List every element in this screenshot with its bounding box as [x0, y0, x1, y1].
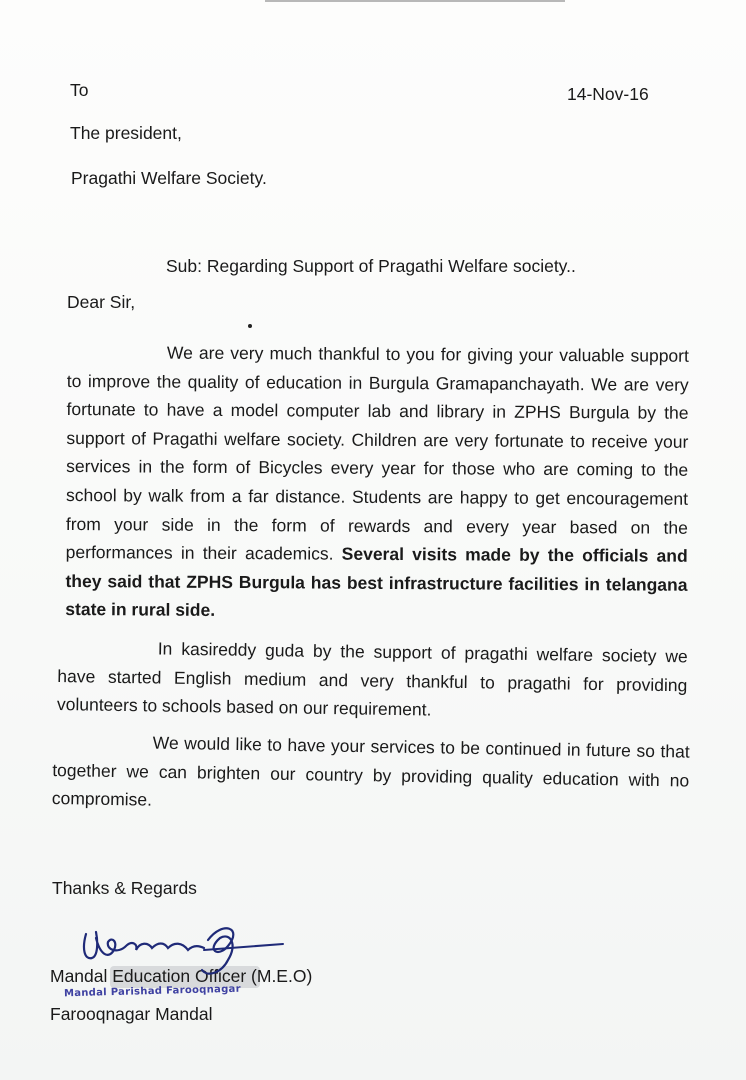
recipient-title: The president, — [70, 123, 182, 143]
official-stamp: Mandal Parishad Farooqnagar — [63, 983, 242, 1000]
salutation: Dear Sir, — [67, 292, 136, 312]
body-paragraph-2 — [57, 633, 688, 728]
ink-dot — [248, 324, 252, 328]
handwritten-signature — [78, 920, 288, 990]
letter-date: 14-Nov-16 — [567, 84, 649, 104]
recipient-organization: Pragathi Welfare Society. — [71, 168, 267, 188]
paragraph-1-text: We are very much thankful to you for giving your valuable support to improve the quality of education in Burgula Gramapanchayath. We are very fortunate to have a model computer lab and library in ZPHS Burgula by the support of Pragathi welfare society. Children are very fortunate to receive your services in the form of Bicycles every year for those who are coming to the school by walk from a far distance. Students are happy to get encouragement from your side in the form of rewards and every year based on the performances in their academics. — [65, 342, 689, 564]
paragraph-1-bold-text: Several visits made by the officials and they said that ZPHS Burgula has best infrastructure facilities in telangana state in rural side. — [65, 543, 688, 621]
subject-line: Sub: Regarding Support of Pragathi Welfare society.. — [166, 256, 576, 276]
to-label: To — [70, 80, 89, 100]
signatory-designation: Mandal Education Officer (M.E.O) — [50, 966, 313, 986]
closing: Thanks & Regards — [52, 878, 197, 898]
body-paragraph-1 — [65, 338, 689, 628]
paragraph-3-text: We would like to have your services to be continued in future so that together we can brighten our country by providing quality education with no compromise. — [51, 732, 690, 810]
signatory-mandal: Farooqnagar Mandal — [50, 1004, 213, 1024]
body-paragraph-3 — [52, 727, 690, 823]
paragraph-2-text: In kasireddy guda by the support of pragathi welfare society we have started English medium and very thankful to pragathi for providing volunteers to schools based on our requirement. — [56, 638, 688, 720]
page-edge-line — [265, 0, 565, 2]
